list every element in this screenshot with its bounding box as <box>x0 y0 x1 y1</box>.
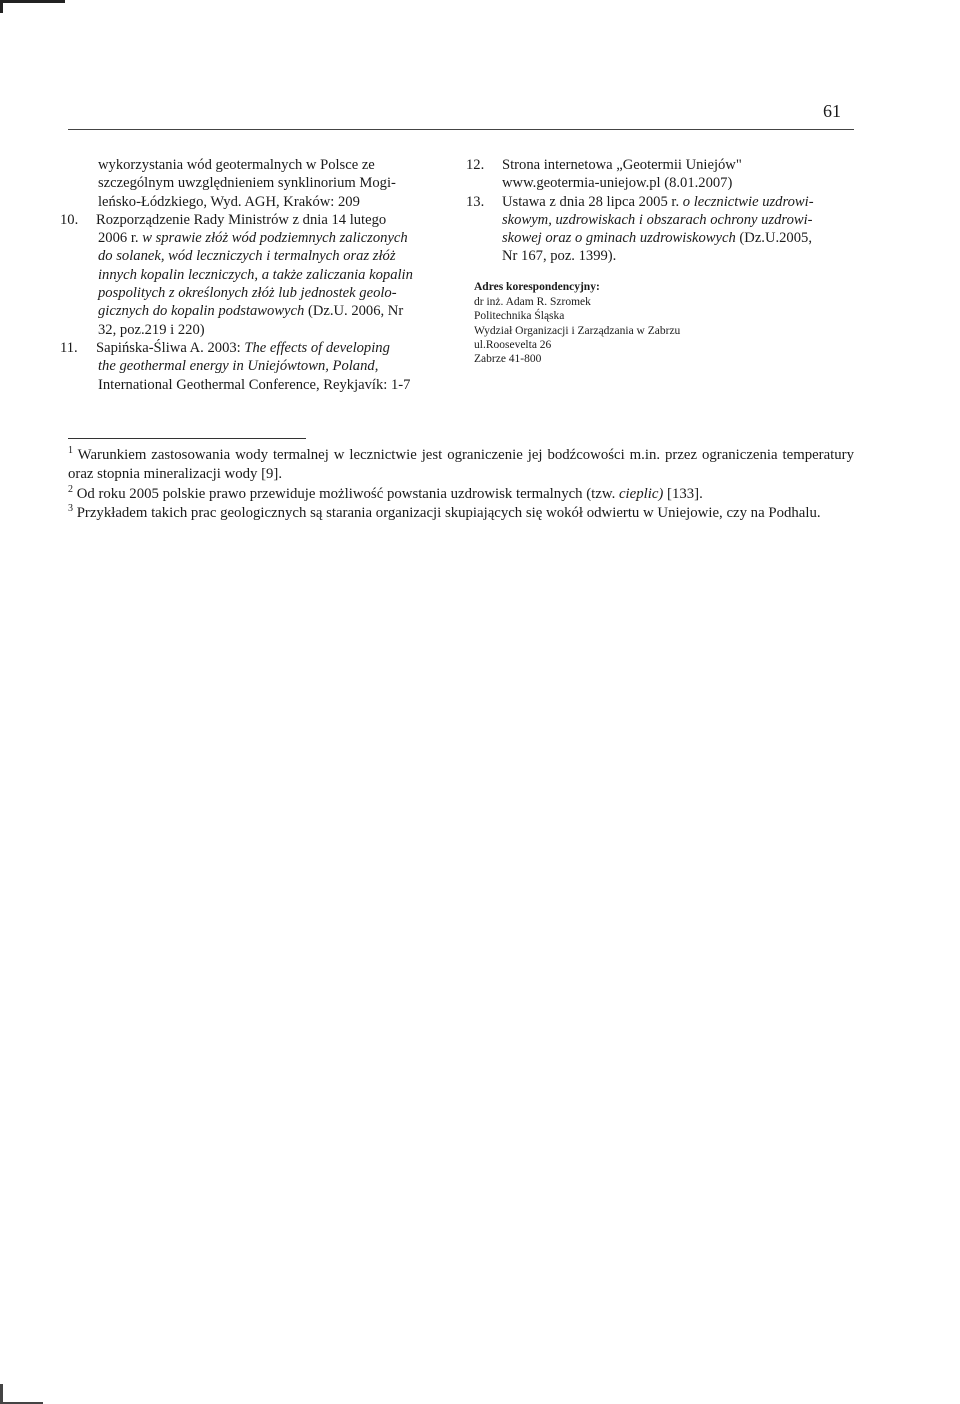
reference-line <box>60 339 468 357</box>
reference-title: o lecznictwie uzdrowi- <box>682 193 814 210</box>
header-rule <box>68 129 854 130</box>
reference-line: leńsko-Łódzkiego, Wyd. AGH, Kraków: 209 <box>98 193 360 210</box>
reference-text: International Geothermal Conference, Reykjavík: 1-7 <box>98 376 411 393</box>
footnote-mark: 2 <box>68 483 73 495</box>
reference-entry-continued <box>98 156 468 211</box>
reference-number: 11. <box>60 339 78 356</box>
reference-line <box>466 211 856 229</box>
reference-text: (Dz.U.2005, <box>735 230 812 247</box>
reference-title: gicznych do kopalin podstawowych <box>98 303 305 320</box>
scan-corner-mark <box>0 0 65 13</box>
reference-line <box>60 357 468 375</box>
footnote-text: Przykładem takich prac geologicznych są starania organizacji skupiających się wokół odwiertu w Uniejowie, czy na Podhalu. <box>73 504 821 521</box>
reference-entry-13 <box>466 193 856 266</box>
reference-line <box>60 321 468 339</box>
reference-text: Strona internetowa „Geotermii Uniejów" <box>502 157 742 173</box>
footnote-italic-text: cieplic) <box>618 485 664 502</box>
reference-title: innych kopalin leczniczych, a także zaliczania kopalin <box>98 266 413 283</box>
reference-title: The effects of developing <box>244 339 390 356</box>
reference-line <box>60 302 468 320</box>
footnotes <box>68 446 854 523</box>
footnote-text: Warunkiem zastosowania wody termalnej w lecznictwie jest ograniczenie jej bodźcowości m.in. przez ograniczenia temperatury oraz stopnia mineralizacji wody [9]. <box>68 447 854 483</box>
reference-line <box>60 376 468 394</box>
reference-number: 13. <box>466 193 485 210</box>
footnote-mark: 3 <box>68 502 73 514</box>
street-address: ul.Roosevelta 26 <box>474 338 552 351</box>
reference-line <box>466 193 856 211</box>
reference-title: w sprawie złóż wód podziemnych zaliczonych <box>142 230 408 247</box>
footnote-mark: 1 <box>68 445 73 457</box>
reference-text: (Dz.U. 2006, Nr <box>304 303 404 320</box>
reference-line <box>60 211 468 229</box>
reference-number: 12. <box>466 157 485 173</box>
reference-entry-12 <box>466 156 856 193</box>
reference-title: skowej oraz o gminach uzdrowiskowych <box>502 230 736 247</box>
page-number: 61 <box>823 101 841 121</box>
reference-line <box>60 266 468 284</box>
reference-entry-11 <box>60 339 468 394</box>
footnote-text: Od roku 2005 polskie prawo przewiduje możliwość powstania uzdrowisk termalnych (tzw. <box>73 485 619 502</box>
reference-line <box>466 247 856 265</box>
reference-entry-10 <box>60 211 468 339</box>
reference-title: pospolitych z określonych złóż lub jednostek geolo- <box>98 285 397 302</box>
reference-url: www.geotermia-uniejow.pl (8.01.2007) <box>502 175 733 192</box>
reference-line <box>60 284 468 302</box>
reference-title: skowym, uzdrowiskach i obszarach ochrony uzdrowi- <box>502 211 813 228</box>
references-right-column <box>466 156 856 266</box>
reference-line: wykorzystania wód geotermalnych w Polsce ze <box>98 157 375 173</box>
institution: Politechnika Śląska <box>474 310 565 323</box>
footnote-text: [133]. <box>663 485 703 502</box>
reference-line <box>60 229 468 247</box>
reference-text: 32, poz.219 i 220) <box>98 321 205 338</box>
reference-line: szczególnym uwzględnieniem synklinorium Mogi- <box>98 175 396 192</box>
reference-number: 10. <box>60 211 79 228</box>
footnote <box>68 446 854 485</box>
reference-line <box>466 229 856 247</box>
scan-corner-mark <box>0 1384 43 1404</box>
references-left-column <box>60 156 468 394</box>
reference-title: the geothermal energy in Uniejówtown, Poland, <box>98 358 379 375</box>
reference-text: Rozporządzenie Rady Ministrów z dnia 14 lutego <box>96 211 387 228</box>
address-heading: Adres korespondencyjny: <box>474 281 600 293</box>
reference-title: do solanek, wód leczniczych i termalnych oraz złóż <box>98 248 396 265</box>
footnote <box>68 485 854 504</box>
faculty: Wydział Organizacji i Zarządzania w Zabrzu <box>474 324 681 337</box>
author-name: dr inż. Adam R. Szromek <box>474 296 591 309</box>
reference-text: 2006 r. <box>98 230 143 247</box>
reference-text: Ustawa z dnia 28 lipca 2005 r. <box>502 193 683 210</box>
reference-text: Sapińska-Śliwa A. 2003: <box>96 339 245 356</box>
reference-line <box>466 156 856 174</box>
reference-line <box>60 247 468 265</box>
footnote-separator <box>68 438 306 439</box>
reference-line <box>466 174 856 192</box>
city-postal: Zabrze 41-800 <box>474 353 542 366</box>
footnote <box>68 504 854 523</box>
reference-text: Nr 167, poz. 1399). <box>502 248 617 265</box>
correspondence-address <box>474 280 854 366</box>
